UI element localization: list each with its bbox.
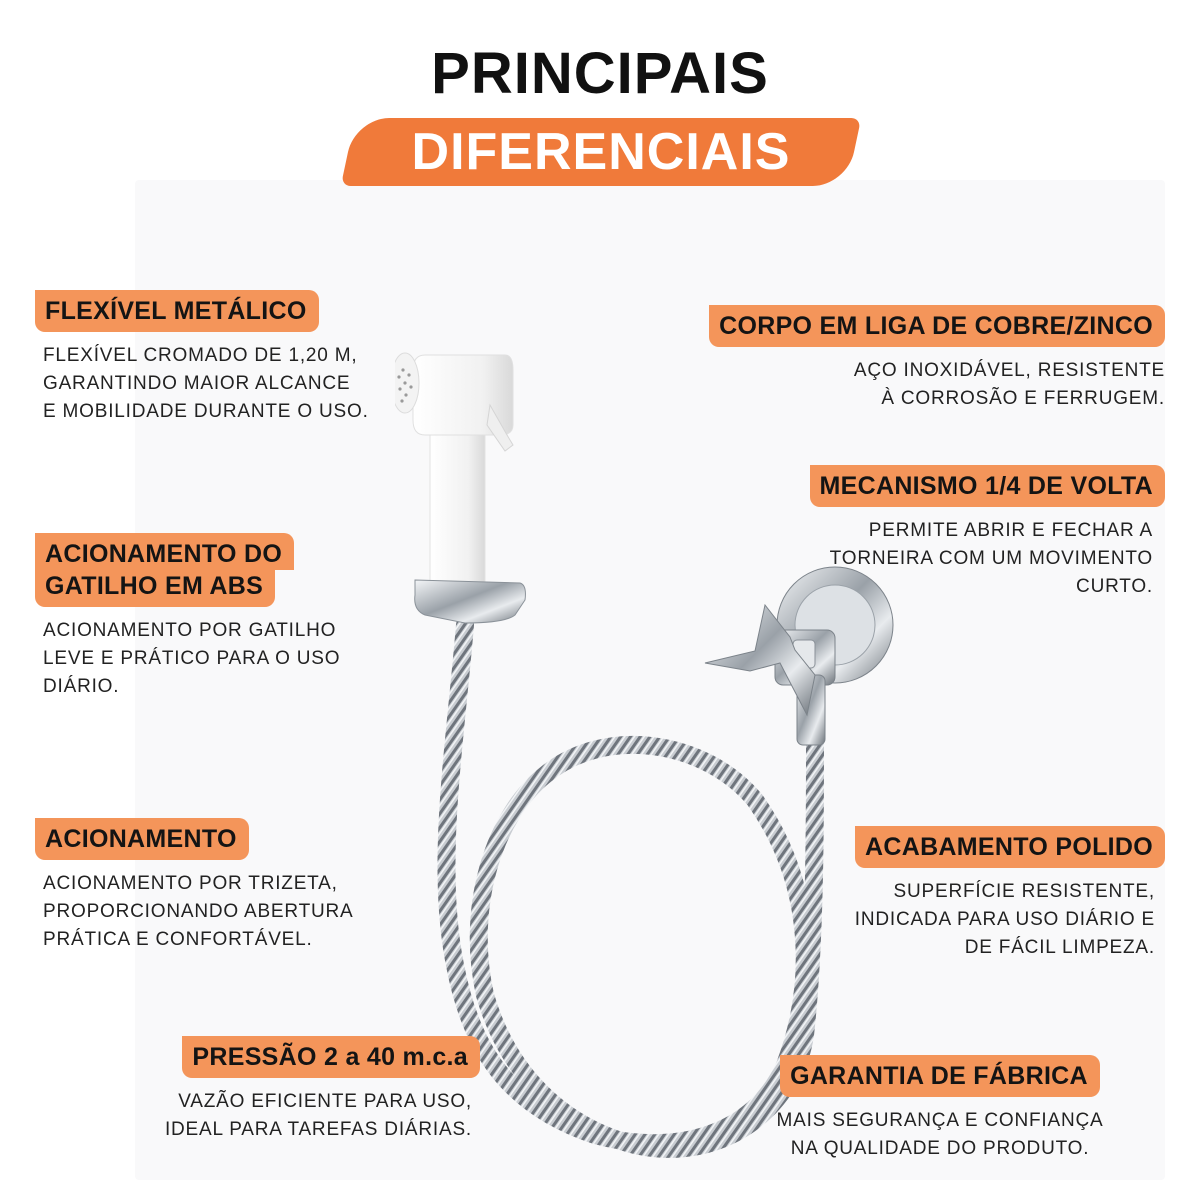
description-line: ACIONAMENTO POR TRIZETA,	[43, 873, 338, 894]
feature-acabamento	[760, 826, 1165, 962]
description-line: FLEXÍVEL CROMADO DE 1,20 M,	[43, 345, 358, 366]
feature-title: PRESSÃO 2 a 40 m.c.a	[182, 1036, 480, 1078]
feature-description	[43, 870, 354, 954]
feature-acionamento	[35, 818, 354, 954]
description-line: PRÁTICA E CONFORTÁVEL.	[43, 929, 313, 950]
description-line: CURTO.	[1076, 576, 1153, 597]
description-line: IDEAL PARA TAREFAS DIÁRIAS.	[164, 1119, 472, 1140]
feature-title-line2: GATILHO EM ABS	[35, 570, 275, 607]
sprayer-holder	[415, 580, 526, 623]
description-line: ACIONAMENTO POR GATILHO	[43, 620, 337, 641]
feature-title: ACABAMENTO POLIDO	[855, 826, 1165, 868]
feature-description	[640, 357, 1165, 413]
description-line: INDICADA PARA USO DIÁRIO E	[854, 909, 1155, 930]
description-line: NA QUALIDADE DO PRODUTO.	[790, 1138, 1090, 1159]
description-line: AÇO INOXIDÁVEL, RESISTENTE	[853, 360, 1165, 381]
feature-corpo	[640, 305, 1165, 413]
description-line: SUPERFÍCIE RESISTENTE,	[893, 881, 1155, 902]
feature-title: MECANISMO 1/4 DE VOLTA	[810, 465, 1165, 507]
feature-description	[760, 878, 1155, 962]
feature-title-line1: ACIONAMENTO DO	[35, 533, 294, 570]
page-title: PRINCIPAIS	[431, 41, 769, 106]
title-highlight-pill	[341, 118, 861, 186]
description-line: À CORROSÃO E FERRUGEM.	[881, 388, 1165, 409]
description-line: PROPORCIONANDO ABERTURA	[43, 901, 354, 922]
description-line: LEVE E PRÁTICO PARA O USO	[43, 648, 341, 669]
feature-garantia	[750, 1055, 1130, 1163]
description-line: TORNEIRA COM UM MOVIMENTO	[829, 548, 1153, 569]
feature-description	[750, 1107, 1130, 1163]
feature-title: ACIONAMENTO	[35, 818, 249, 860]
feature-mecanismo	[700, 465, 1165, 601]
feature-description	[150, 1088, 472, 1144]
feature-title: GARANTIA DE FÁBRICA	[780, 1055, 1100, 1097]
sprayer-head	[395, 353, 513, 600]
feature-title: FLEXÍVEL METÁLICO	[35, 290, 319, 332]
description-line: DIÁRIO.	[43, 676, 120, 697]
description-line: GARANTINDO MAIOR ALCANCE	[43, 373, 351, 394]
feature-pressao	[150, 1036, 480, 1144]
description-line: E MOBILIDADE DURANTE O USO.	[43, 401, 369, 422]
feature-description	[700, 517, 1153, 601]
description-line: DE FÁCIL LIMPEZA.	[964, 937, 1155, 958]
feature-flexivel	[35, 290, 369, 426]
feature-description	[43, 617, 340, 701]
feature-description	[43, 342, 369, 426]
feature-title: CORPO EM LIGA DE COBRE/ZINCO	[709, 305, 1165, 347]
feature-gatilho	[35, 533, 340, 701]
description-line: VAZÃO EFICIENTE PARA USO,	[178, 1091, 472, 1112]
description-line: PERMITE ABRIR E FECHAR A	[868, 520, 1153, 541]
description-line: MAIS SEGURANÇA E CONFIANÇA	[776, 1110, 1104, 1131]
page-subtitle: DIFERENCIAIS	[411, 123, 791, 181]
